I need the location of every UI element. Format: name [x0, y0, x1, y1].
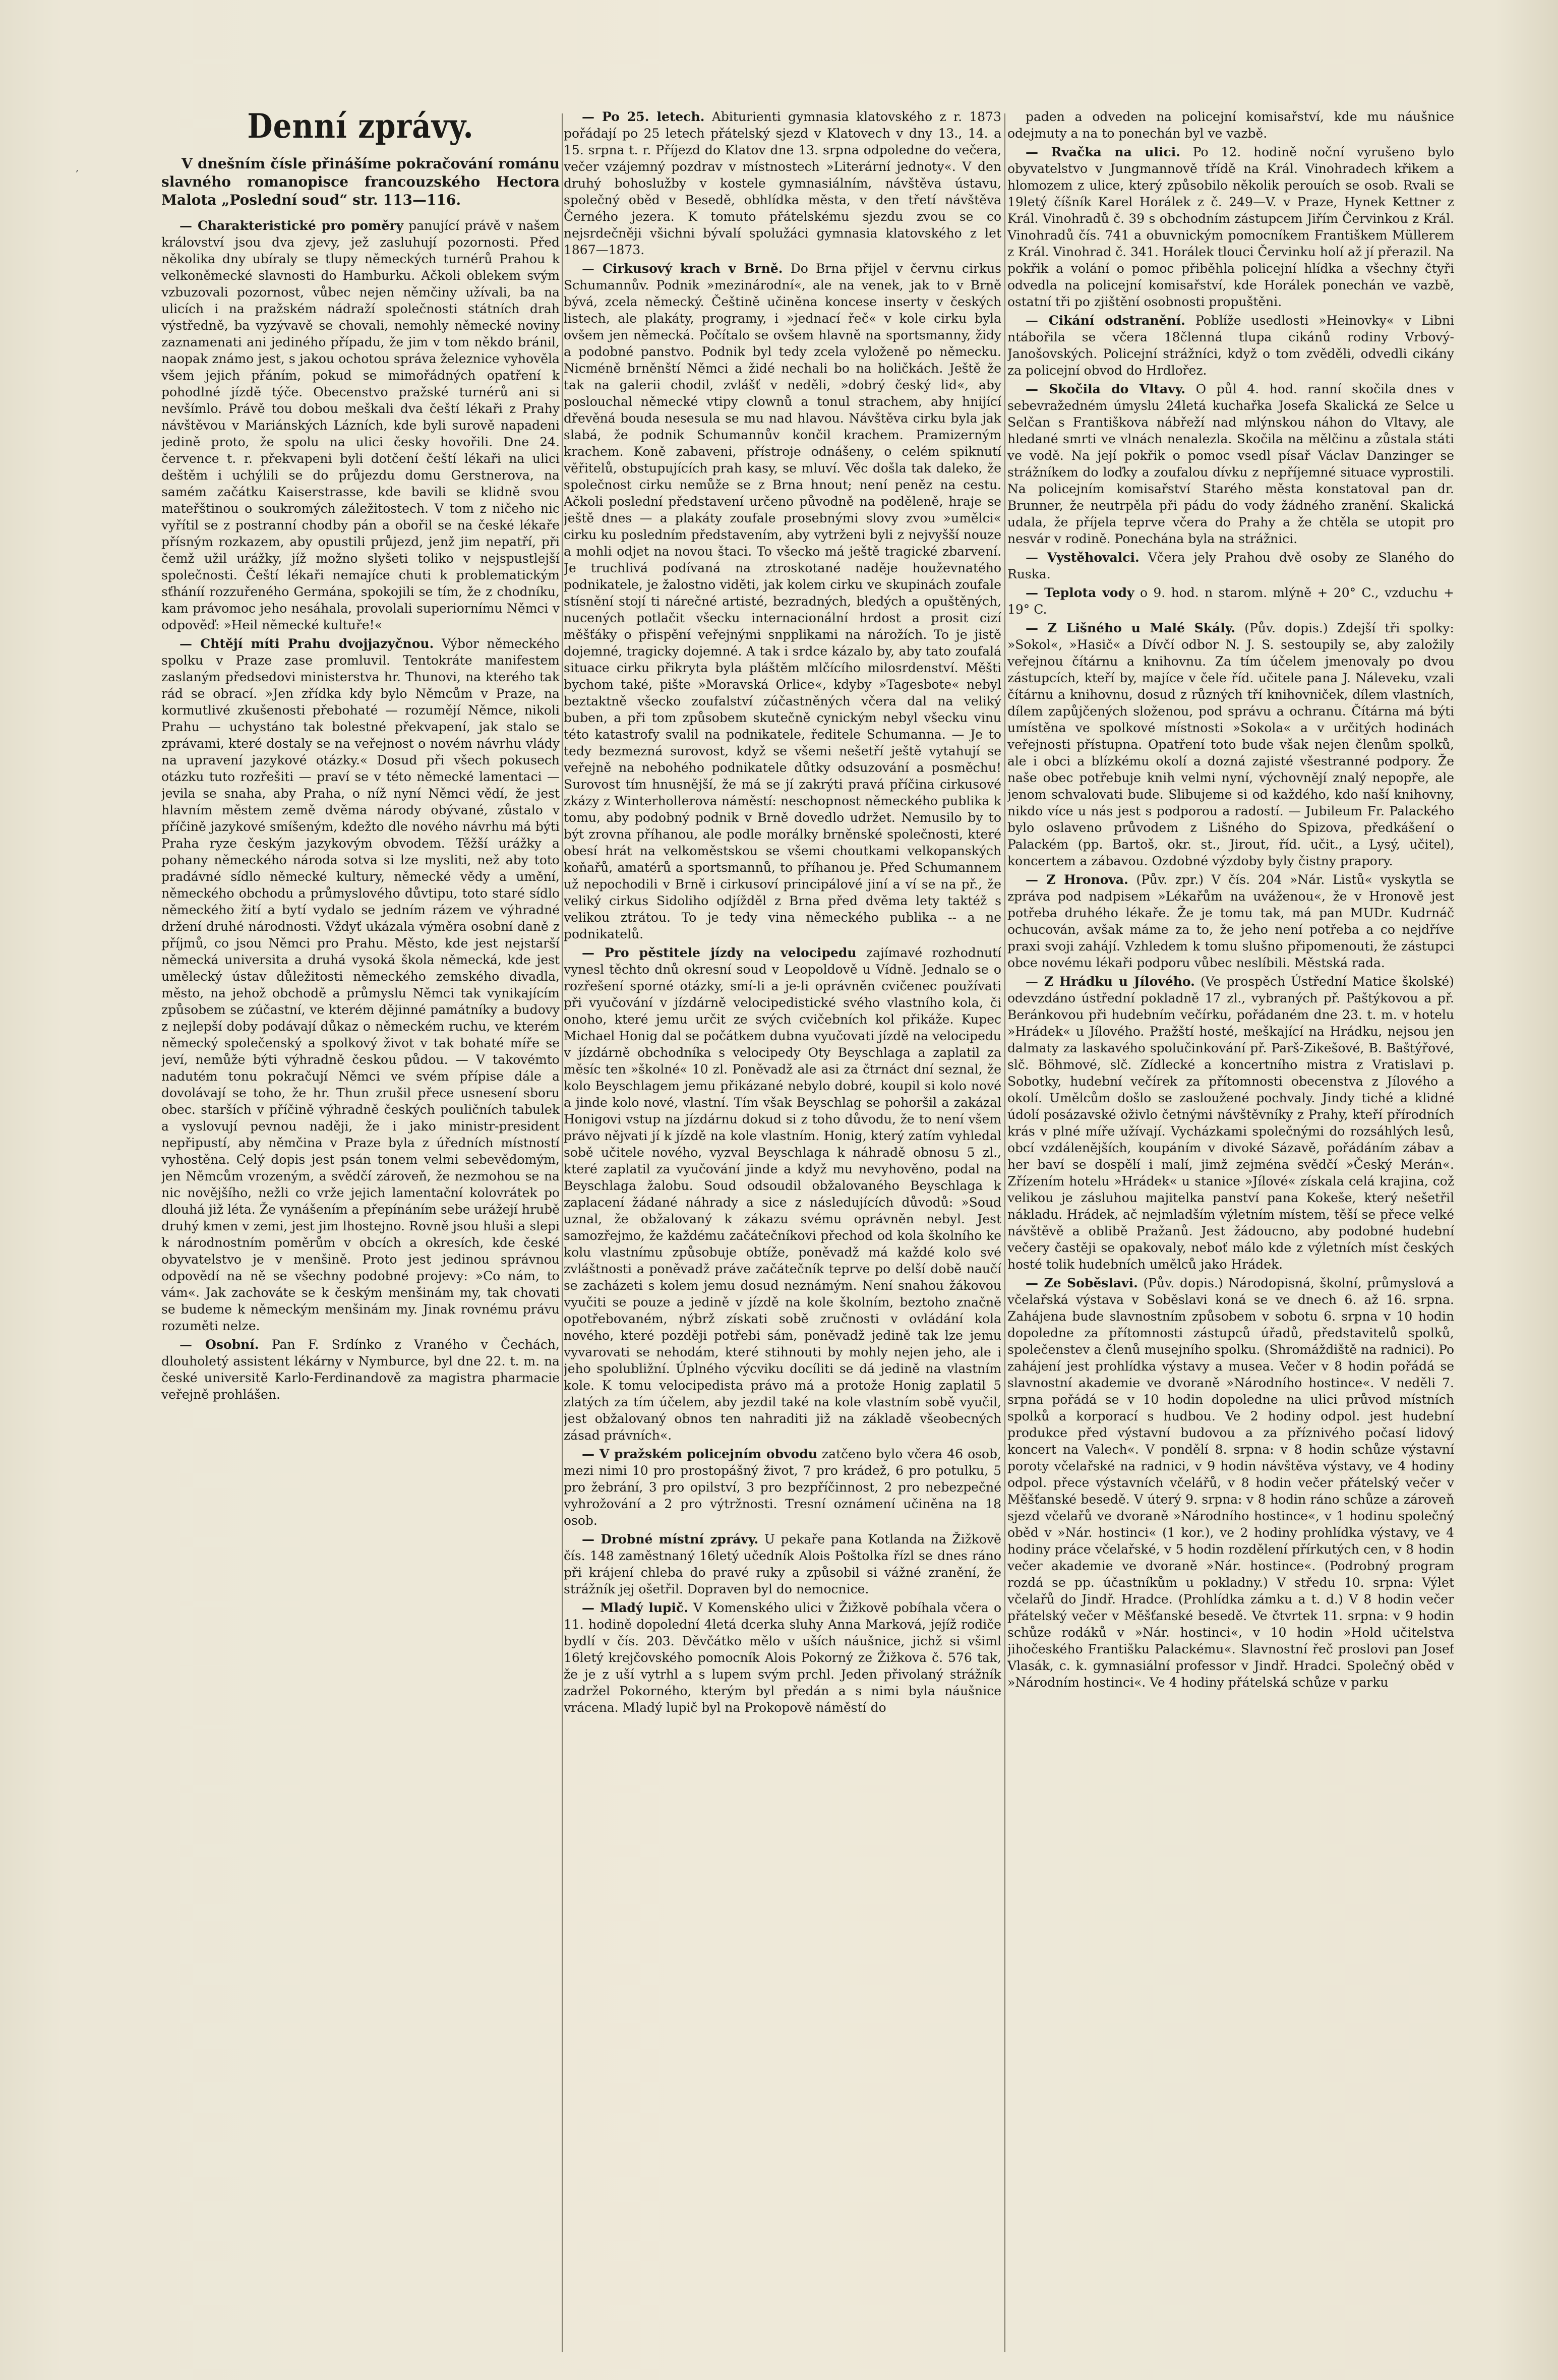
article-headline: — Teplota vody: [1026, 585, 1134, 600]
article-body: Poblíže usedlosti »Heinovky« v Libni ntábořila se včera 18členná tlupa cikánů rodiny Vrbový-Janošovských. Policejní strážníci, když o tom zvěděli, odvedli cikány za policejní obvod do Hrdlořez.: [1007, 313, 1454, 378]
article-body: (Pův. zpr.) V čís. 204 »Nár. Listů« vyskytla se zpráva pod nadpisem »Lékařům na uváženou«, že v Hronově jest potřeba druhého lékaře. Že je tomu tak, má pan MUDr. Kudrnáč ochucován, avšak máme za to, že jeho není potřeba a co nejdříve praxi svoji zahájí. Vzhledem k tomu slušno připomenouti, že zástupci obce novému lékaři podporu vůbec neslíbili. Městská rada.: [1007, 872, 1454, 970]
margin-mark: ,: [76, 161, 79, 173]
article-body: O půl 4. hod. ranní skočila dnes v sebevražedném úmyslu 24letá kuchařka Josefa Skalická ze Selce u Selčan s Františkova nábřeží nad mlýnskou náhon do Vltavy, ale hledané smrti ve vlnách nenalezla. Skočila na mělčinu a zůstala státi ve vodě. Na její pokřik o pomoc vsedl písař Václav Danzinger se strážníkem do loďky a zoufalou dívku z nepříjemné situace vyprostili. Na policejním komisařství Starého města konstatoval pan dr. Brunner, že neutrpěla při pádu do vody žádného zranění. Skalická udala, že příjela teprve včera do Prahy a že chtěla se utopit pro nesvár v rodině. Ponechána byla na strážnici.: [1007, 382, 1454, 546]
article-headline: — Cirkusový krach v Brně.: [582, 261, 783, 276]
lead-notice: V dnešním čísle přinášíme pokračování románu slavného romanopisce francouzského Hectora Malota „Poslední soud“ str. 113—116.: [161, 155, 560, 208]
news-article: [564, 108, 1001, 258]
news-article: [564, 944, 1001, 1444]
column-1-articles: [161, 217, 560, 1403]
column-divider: [1004, 113, 1005, 2352]
column-3-articles: [1007, 108, 1454, 1691]
column-2: [564, 108, 1001, 2357]
article-body: (Ve prospěch Ústřední Matice školské) odevzdáno ústřední pokladně 17 zl., vybraných př. Paštýkovou a př. Beránkovou při hudebním večírku, pořádaném dne 23. t. m. v hotelu »Hrádek« u Jílového. Pražští hosté, meškající na Hrádku, nejsou jen dalmaty za laskavého spolučinkování př. Parš-Zikešové, B. Baštýřové, slč. Böhmové, slč. Zídlecké a koncertního mistra z Vratislavi p. Sobotky, hudební večírek za přítomnosti obecenstva z Jílového a okolí. Umělcům došlo se zasloužené pochvaly. Jindy tiché a klidné údolí posázavské oživlo četnými návštěvníky z Prahy, kteří přírodních krás v plné míře užívají. Vycházkami společnými do rozsáhlých lesů, obcí vzdálenějších, koupáním v divoké Sázavě, pořádáním zábav a her baví se dospělí i malí, jimž zejména svědčí »Český Merán«. Zřízením hotelu »Hrádek« u stanice »Jílové« získala celá krajina, což velikou je zásluhou majitelka panství pana Kokeše, který nešetřil nákladu. Hrádek, ač nejmladším výletním místem, těší se přece velké návštěvě a oblibě Pražanů. Jest žádoucno, aby podobné hudební večery častěji se opakovaly, neboť málo kde z výletních míst českých hosté tolik hudebních umělců jako Hrádek.: [1007, 974, 1454, 1272]
article-headline: — Ze Soběslavi.: [1026, 1276, 1138, 1290]
news-article: [1007, 549, 1454, 582]
article-body: paden a odveden na policejní komisařství, kde mu náušnice odejmuty a na to ponechán byl ve vazbě.: [1007, 109, 1454, 141]
news-article: [1007, 584, 1454, 618]
article-body: panující právě v našem království jsou dva zjevy, jež zasluhují pozornosti. Před několika dny ubíraly se tlupy německých turnérů Prahou k velkoněmecké slavnosti do Hamburku. Ačkoli oblekem svým vzbuzovali pozornost, vůbec nejen němčiny užívali, ba na ulicích i na pražském nádraží společnosti státních drah výstředně, ba vyzývavě se chovali, nemohly německé noviny zaznamenati ani jediného případu, že jim v tom někdo bránil, naopak známo jest, s jakou ochotou správa železnice vyhověla všem jejich přáním, pokud se mimořádných opatření k pohodlné jízdě týče. Obecenstvo pražské turnérů ani si nevšímlo. Právě tou dobou meškali dva čeští lékaři z Prahy návštěvou v Mariánských Lázních, kde byli surově napadeni jedině proto, že spolu na ulici česky hovořili. Dne 24. července t. r. překvapeni byli dotčení čeští lékaři na ulici deštěm i uchýlili se do průjezdu domu Gerstnerova, na samém začátku Kaiserstrasse, kde bavili se klidně svou mateřštinou o soukromých záležitostech. V tom z ničeho nic vyřítil se z postranní chodby pán a obořil se na české lékaře přísným rozkazem, aby opustili průjezd, jenž jim nepatří, při čemž užil urážky, jíž možno slyšeti toliko v nejspustlejší společnosti. Čeští lékaři nemajíce chuti k problematickým sťháníí rozzuřeného Germána, spokojili se tím, že z chodníku, kam právomoc jeho nesáhala, provolali superiornímu Němci v odpověď: »Heil německé kultuře!«: [161, 218, 560, 632]
article-body: Do Brna přijel v červnu cirkus Schumannův. Podnik »mezinárodní«, ale na venek, jak to v Brně bývá, zcela německý. Češtině učiněna koncese inserty v českých listech, ale plakáty, programy, i »jednací řeč« v kole cirku byla ovšem jen německá. Počítalo se ovšem hlavně na sportsmanny, židy a podobné panstvo. Podnik byl tedy zcela vyloženě po německu. Nicméně brněnští Němci a židé nechali bo na holičkách. Ještě že tak na galerii chodil, zvlášť v neděli, »dobrý český lid«, aby poslouchal německé vtipy clownů a tonul strachem, aby hnijící dřevěná bouda nesesula se mu nad hlavou. Návštěva cirku byla jak slabá, že podnik Schumannův končil krachem. Pramizerným krachem. Koně zabaveni, přístroje odnášeny, o celém spiknutí věřitelů, obstupujících prah kasy, se mluví. Věc došla tak daleko, že společnost cirku nemůže se z Brna hnout; není peněz na cestu. Ačkoli poslední představení určeno původně na poděleně, hraje se ještě dnes — a plakáty zoufale prosebnými slovy zvou »umělci« cirku ku posledním představením, aby vytrženi byli z nejvyšší nouze a mohli odjet na novou štaci. To všecko má ještě tragické zbarvení. Je truchlivá podívaná na ztroskotané naděje houževnatého podnikatele, je žalostno viděti, jak kolem cirku ve skupinách zoufale stísnění stojí ti nárečné artisté, bezradných, bledých a opuštěných, nucených potlačit všecku internacionální hrdost a prosit cizí měšťáky o přispění veřejnými snpplikami na nárožích. To je jistě dojemné, tragicky dojemné. A tak i srdce kázalo by, aby tato zoufalá situace cirku přikryta byla pláštěm mlčícího milosrdenství. Měšti bychom také, pište »Moravská Orlice«, kdyby »Tagesbote« nebyl beztaktně všecko zoufalství zúčastněných včera dal na veliký buben, a při tom způsobem skutečně cynickým nebyl všecku vinu této katastrofy svalil na podnikatele, ředitele Schumanna. — Je to tedy bezmezná surovost, když se všemi nešetří ještě vytahují se veřejně na nebohého podnikatele důtky odsuzování a posměchu! Surovost tím hnusnější, že má se jí zakrýti pravá příčina cirkusové zkázy z Winterhollerova náměstí: neschopnost německého publika k tomu, aby podobný podnik v Brně dovedlo udržet. Nemusilo by to být zrovna příhanou, ale podle morálky brněnské společnosti, které obesí hrát na velkoměstskou se všemi choutkami velkopanských koňařů, amatérů a sportsmannů, to příhanou je. Před Schumannem už nepochodili v Brně i cirkusoví principálové jiní a ví se na př., že veliký cirkus Sidoliho odjížděl z Brna před dvěma lety taktéž s velikou ztrátou. To je tedy vina německého publika -- a ne podnikatelů.: [564, 261, 1001, 941]
article-body: Pan F. Srdínko z Vraného v Čechách, dlouholetý assistent lékárny v Nymburce, byl dne 22. t. m. na české universitě Karlo-Ferdinandově za magistra pharmacie veřejně prohlášen.: [161, 1337, 560, 1402]
article-body: zajímavé rozhodnutí vynesl těchto dnů okresní soud v Leopoldově u Vídně. Jednalo se o rozřešení sporné otázky, smí-li a je-li oprávněn cvičenec používati při vyučování v jízdárně velocipedistické svého vlastního kola, či onoho, které jemu určit ze svých cvičebních kol přikáže. Kupec Michael Honig dal se počátkem dubna vyučovati jízdě na velocipedu v jízdárně obchodníka s velocipedy Oty Beyschlaga a zaplatil za měsíc ten »školné« 10 zl. Poněvadž ale asi za čtrnáct dní seznal, že kolo Beyschlagem jemu přikázané nebylo dobré, koupil si kolo nové a jinde kolo nové, vlastní. Tím však Beyschlag se pohoršil a zakázal Honigovi vstup na jízdárnu dokud si z toho důvodu, že to není všem právo nějvati jí k jízdě na kole vlastním. Honig, který zatím vyhledal sobě učitele nového, vyzval Beyschlaga k náhradě obnosu 5 zl., které zaplatil za vyučování jinde a když mu nevyhověno, podal na Beyschlaga žalobu. Soud odsoudil obžalovaného Beyschlaga k zaplacení žádané náhrady a sice z následujících důvodů: »Soud uznal, že obžalovaný k zákazu svému oprávněn nebyl. Jest samozřejmo, že každému začátečníkovi přechod od kola školního ke kolu vlastnímu způsobuje obtíže, poněvadž má každé kolo své zvláštnosti a poněvadž práve začátečník teprve po delší době naučí se zacházeti s kolem jemu dosud neznámým. Není snahou žákovou vyučiti se pouze a jedině v jízdě na kole školním, beztoho značně opotřebovaném, nýbrž získati sobě zručnosti v ovládání kola nového, které později potřebi sám, poněvadž jedině tak lze jemu vyvarovati se nehodám, které stihnouti by mohly nejen jeho, ale i jeho spolubližní. Úplného výcviku docíliti se dá jedině na vlastním kole. K tomu velocipedista právo má a protože Honig zaplatil 5 zlatých za tím účelem, aby jezdil také na kole vlastním sobě vyučil, jest obžalovaný obnos ten nahraditi již na základě všeobecných zásad právních«.: [564, 945, 1001, 1443]
article-body: (Pův. dopis.) Národopisná, školní, průmyslová a včelařská výstava v Soběslavi koná se ve dnech 6. až 16. srpna. Zahájena bude slavnostním způsobem v sobotu 6. srpna v 10 hodin dopoledne za přítomnosti zástupců úřadů, představitelů spolků, společenstev a členů musejního spolku. (Shromáždiště na radnici). Po zahájení jest prohlídka výstavy a musea. Večer v 8 hodin pořádá se slavnostní akademie ve dvoraně »Národního hostince«. V neděli 7. srpna pořádá se v 10 hodin dopoledne na ulici průvod místních spolků a korporací s hudbou. Ve 2 hodiny odpol. jest hudební produkce před výstavní budovou a za příznivého počasí lidový koncert na Valech«. V pondělí 8. srpna: v 8 hodin schůze výstavní poroty včelařské na radnici, v 9 hodin návštěva výstavy, ve 4 hodiny odpol. přece výstavních včelářů, v 8 hodin večer přátelský večer v Měšťanské besedě. V úterý 9. srpna: v 8 hodin ráno schůze a zároveň sjezd včelařů ve dvoraně »Národního hostince«, v 1 hodinu společný oběd v »Nár. hostinci« (1 kor.), ve 2 hodiny prohlídka výstavy, ve 4 hodiny práce včelařské, v 5 hodin rozdělení přírkutých cen, v 8 hodin večer akademie ve dvoraně »Nár. hostince«. (Podrobný program rozdá se pp. účastníkům u pokladny.) V středu 10. srpna: Výlet včelařů do Jindř. Hradce. (Prohlídka zámku a t. d.) V 8 hodin večer přátelský večer v Měšťanské besedě. Ve čtvrtek 11. srpna: v 9 hodin schůze rodáků v »Nár. hostinci«, v 10 hodin »Hold učitelstva jihočeského Františku Palackému«. Slavnostní řeč proslovi pan Josef Vlasák, c. k. gymnasiální professor v Jindř. Hradci. Společný oběd v »Národním hostinci«. Ve 4 hodiny přátelská schůze v parku: [1007, 1276, 1454, 1690]
article-headline: — Rvačka na ulici.: [1026, 145, 1180, 159]
news-article: [564, 1446, 1001, 1529]
article-body: (Pův. dopis.) Zdejší tři spolky: »Sokol«, »Hasič« a Dívčí odbor N. J. S. sestoupily se, aby založily veřejnou čítárnu a knihovnu. Za tím účelem jmenovaly po dvou zástupcích, kteří by, majíce v čele říd. učitele pana J. Náleveku, vzali čítárnu a knihovnu, dosud z různých tří knihovniček, dílem vlastních, dílem zapůjčených složenou, pod správu a ochranu. Čítárna má býti umístěna ve spolkové místnosti »Sokola« a v určitých hodinách veřejnosti přístupna. Opatření toto bude však nejen členům spolků, ale i obci a blízkému okolí a dozná zajisté všestranné podpory. Že naše obec potřebuje knih velmi nyní, výchovnějí znalý nepopře, ale jenom schvalovati bude. Slibujeme si od každého, kdo naší knihovny, nikdo více u nás jest s podporou a radostí. — Jubileum Fr. Palackého bylo oslaveno průvodem z Lišného do Spizova, předkášení o Palackém (pp. Bartoš, okr. st., Jirout, říd. učit., a Lysý, učitel), koncertem a zábavou. Ozdobné výzdoby byly čistny prapory.: [1007, 621, 1454, 868]
column-1: [161, 108, 560, 2357]
news-article: [161, 1336, 560, 1403]
news-article: [1007, 1275, 1454, 1691]
news-article: [161, 217, 560, 633]
article-headline: — Mladý lupič.: [582, 1600, 688, 1615]
news-article: [1007, 312, 1454, 379]
article-headline: — Chtějí míti Prahu dvojjazyčnou.: [179, 636, 434, 651]
news-article: [1007, 871, 1454, 971]
news-article: [1007, 381, 1454, 547]
column-2-articles: [564, 108, 1001, 1716]
news-article: [161, 635, 560, 1334]
news-article: [564, 1531, 1001, 1597]
article-body: zatčeno bylo včera 46 osob, mezi nimi 10 pro prostopášný život, 7 pro krádež, 6 pro potulku, 5 pro žebrání, 3 pro opilství, 3 pro bezpříčinnost, 2 pro nebezpečné vyhrožování a 2 pro výtržnosti. Tresní oznámení učiněna na 18 osob.: [564, 1447, 1001, 1528]
news-article: [1007, 973, 1454, 1273]
news-article: [1007, 620, 1454, 869]
article-headline: — Z Hrádku u Jílového.: [1026, 974, 1195, 989]
news-article: [564, 260, 1001, 942]
section-masthead: Denní zprávy.: [247, 108, 474, 146]
news-article: [1007, 108, 1454, 142]
article-headline: — Osobní.: [179, 1337, 259, 1352]
news-article: [1007, 144, 1454, 310]
article-body: V Komenského ulici v Žižkově pobíhala včera o 11. hodině dopolední 4letá dcerka sluhy Anna Marková, jejíž rodiče bydlí v čís. 203. Děvčátko mělo v uších náušnice, jichž si všiml 16letý krejčovského pomocník Alois Pokorný ze Žižkova č. 576 tak, že je z uší vytrhl a s lupem svým prchl. Jeden přivolaný strážník zadržel Pokorného, kterým byl předán a s nimi byla náušnice vrácena. Mladý lupič byl na Prokopově náměstí do: [564, 1600, 1001, 1715]
article-body: o 9. hod. n starom. mlýně + 20° C., vzduchu + 19° C.: [1007, 585, 1454, 617]
article-body: Výbor německého spolku v Praze zase promluvil. Tentokráte manifestem zaslaným předsedovi ministerstva hr. Thunovi, na kteréhо tak rád se obrací. »Jen zřídka kdy bylo Němcům v Praze, na kormutlivé zkušenosti přebohaté — rozumějí Němce, nikoli Prahu — uchystáno tak bolestné překvapení, jak stalo se zprávami, které dostaly se na veřejnost o novém návrhu vlády na upravení jazykové otázky.« Dosud při všech pokusech otázku tuto rozřešiti — praví se v této německé lamentaci — jevila se snaha, aby Praha, o níž nyní Němci vědí, že jest hlavním městem země dvěma národy obývané, zůstalo v příčině jazykové smíšeným, kdežto dle nového návrhu má býti Praha ryze českým jazykovým obvodem. Těžší urážky a pohany německého národa sotva si lze mysliti, než aby toto pradávné sídlo německé kultury, německé vědy a umění, německého obchodu a průmyslového důvtipu, toto staré sídlo německého žití a bytí vydalo se jedním rázem ve výhradné držení druhé národnosti. Vždyť ukázala výměra osobní daně z příjmů, co jsou Němci pro Prahu. Město, kde jest nejstarší německá universita a druhá vysoká škola německá, kde jest umělecký ústav důležitosti německého zemského divadla, město, na jehož obchodě a průmyslu Němci tak vynikajícím způsobem se zúčastní, ve kterém dějinné památníky a budovy z nejlepší doby podávají důkaz o německém ruchu, ve kterém německý společenský a spolkový život v tak bohaté míře se jeví, nemůže býti výhradně českou půdou. — V takovémto nadutém tonu pokračují Němci ve svém přípise dále a dovolávají se toho, že hr. Thun zrušil přece usnesení sboru obec. starších v příčině výhradně českých pouličních tabulek a vyslovují pevnou naději, že i jako ministr-president nepřipustí, aby němčina v Praze byla z úředních místností vyhostěna. Celý dopis jest psán tonem velmi sebevědomým, jen Němcům vrozeným, a svědčí zároveň, že nezmohou se na nic novějšího, nežli co vrže jejich lamentační kolovrátek po dlouhá již léta. Že vynášením a přepínáním sebe urážejí hrubě druhý kmen v zemi, jest jim lhostejno. Rovně jsou hluši a slepi k národnostním poměrům v obcích a okresích, kde české obyvatelstvo je v menšině. Proto jest jedinou správnou odpovědí na ně se všechny podobné projevy: »Co nám, to vám«. Jak zachováte se k českým menšinám my, tak chovati se budeme k německým menšinám my. Jinak rovnému právu rozuměti nelze.: [161, 636, 560, 1333]
article-headline: — Cikání odstranění.: [1026, 313, 1185, 328]
article-headline: — Z Hronova.: [1026, 872, 1128, 887]
article-body: U pekaře pana Kotlanda na Žižkově čís. 148 zaměstnaný 16letý učedník Alois Poštolka řízl se dnes ráno při krájení chleba do pravé ruky a způsobil si vážné zranění, že strážník jej ošetřil. Dopraven byl do nemocnice.: [564, 1532, 1001, 1596]
article-body: Včera jely Prahou dvě osoby ze Slaného do Ruska.: [1007, 550, 1454, 581]
article-headline: — Charakteristické pro poměry: [179, 218, 404, 233]
column-3: [1007, 108, 1454, 2357]
article-headline: — Vystěhovalci.: [1026, 550, 1140, 565]
article-headline: — Skočila do Vltavy.: [1026, 382, 1186, 396]
article-headline: — V pražském policejním obvodu: [582, 1447, 817, 1461]
article-body: Abiturienti gymnasia klatovského z r. 1873 pořádají po 25 letech přátelský sjezd v Klatovech v dny 13., 14. a 15. srpna t. r. Příjezd do Klatov dne 13. srpna odpoledne do večera, večer vzájemný pozdrav v místnostech »Literární jednoty«. V den druhý bohoslužby v kostele gymnasiálním, návštěva ústavu, společný oběd v Besedě, obhlídka města, v den třetí návštěva Černého jezera. K tomuto přátelskému sjezdu zvou se co nejsrdečněji všichni bývalí spolužáci gymnasia klatovského z let 1867—1873.: [564, 109, 1001, 257]
article-headline: — Po 25. letech.: [582, 109, 705, 124]
news-article: [564, 1599, 1001, 1716]
article-headline: — Z Lišného u Malé Skály.: [1026, 621, 1236, 635]
article-headline: — Drobné místní zprávy.: [582, 1532, 759, 1546]
article-headline: — Pro pěstitele jízdy na velocipedu: [582, 945, 857, 960]
article-body: Po 12. hodině noční vyrušeno bylo obyvatelstvo v Jungmannově třídě na Král. Vinohradech křikem a hlomozem z ulice, který způsobilo několik perouích se osob. Rvali se 19letý číšník Karel Horálek z č. 249—V. v Praze, Hynek Kettner z Král. Vinohradů č. 39 s obchodním zástupcem Jiřím Červinkou z Král. Vinohradů čís. 741 a obuvnickým pomocníkem Františkem Müllerem z Král. Vinohrad č. 341. Horálek tlouci Červinku holí až jí přerazil. Na pokřik a volání o pomoc přiběhla policejní hlídka a všechny čtyři odvedla na policejní komisařství, kde Horálek ponechán ve vazbě, ostatní tři po zjištění osobnosti propuštěni.: [1007, 145, 1454, 309]
column-divider: [562, 113, 563, 2352]
